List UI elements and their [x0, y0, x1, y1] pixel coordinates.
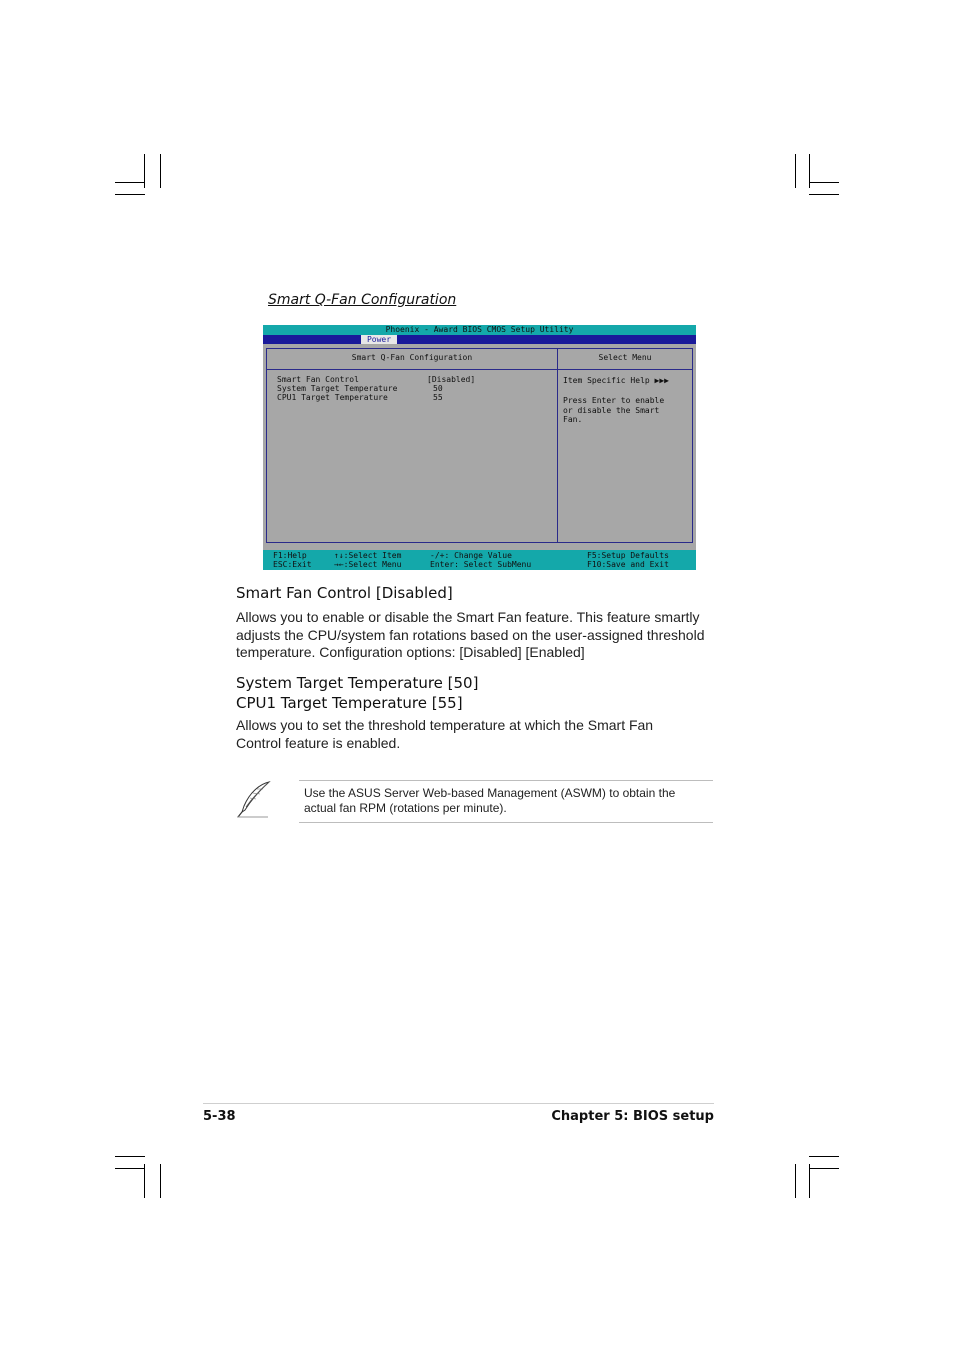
bios-item-label: CPU1 Target Temperature — [277, 393, 388, 402]
tab-power[interactable]: Power — [361, 335, 397, 344]
bios-item-value: 55 — [433, 393, 443, 402]
note-rule-top — [299, 780, 713, 781]
crop-mark — [115, 182, 145, 183]
crop-mark — [160, 154, 161, 188]
key-select-item: ↑↓:Select Item — [334, 551, 402, 560]
bios-divider — [557, 348, 558, 543]
crop-mark — [809, 1156, 839, 1157]
body-smart-fan-control: Allows you to enable or disable the Smart Fan feature. This feature smartly adjusts the CPU/system fan rotations based on the user-assigned threshold temperature. Configuration options: [Disabled] [Enabled] — [236, 609, 705, 660]
crop-mark — [115, 1168, 145, 1169]
body-target-temperature: Allows you to set the threshold temperature at which the Smart Fan Control feature is enabled. — [236, 717, 654, 751]
bios-item-label: Smart Fan Control — [277, 375, 359, 384]
bios-help-title — [563, 376, 669, 385]
key-select-submenu: Enter: Select SubMenu — [430, 560, 532, 569]
bios-item-smart-fan-control[interactable] — [277, 375, 475, 384]
note-rule-bottom — [299, 822, 713, 823]
bios-help-title-text: Item Specific Help — [563, 376, 650, 385]
bios-item-cpu1-target-temp[interactable] — [277, 393, 443, 402]
crop-mark — [160, 1164, 161, 1198]
crop-mark — [115, 194, 145, 195]
bios-help-text — [563, 396, 688, 425]
crop-mark — [809, 1168, 839, 1169]
key-select-menu: →←:Select Menu — [334, 560, 402, 569]
section-title: Smart Q-Fan Configuration — [268, 292, 457, 308]
bios-help-line: Fan. — [563, 415, 583, 424]
page-number: 5-38 — [203, 1109, 236, 1124]
bios-divider — [266, 369, 693, 370]
bios-panel-title: Smart Q-Fan Configuration — [351, 353, 473, 362]
heading-smart-fan-control: Smart Fan Control [Disabled] — [236, 584, 453, 602]
note-text: Use the ASUS Server Web-based Management (ASWM) to obtain the actual fan RPM (rotations per minute). — [304, 786, 676, 815]
crop-mark — [795, 154, 796, 188]
crop-mark — [809, 182, 839, 183]
bios-menu-bar — [263, 335, 696, 344]
bios-help-line: or disable the Smart — [563, 405, 660, 415]
crop-mark — [795, 1164, 796, 1198]
key-change-value: -/+: Change Value — [430, 551, 512, 560]
bios-help-line: Press Enter to enable — [563, 396, 665, 405]
bios-key-legend — [263, 550, 696, 570]
bios-help-header: Select Menu — [598, 353, 652, 362]
key-help: F1:Help — [273, 551, 307, 560]
footer-rule — [203, 1103, 714, 1104]
triple-arrow-icon: ▶▶▶ — [654, 376, 669, 385]
bios-screenshot — [263, 325, 696, 570]
crop-mark — [115, 1156, 145, 1157]
bios-item-label: System Target Temperature — [277, 384, 398, 393]
bios-item-system-target-temp[interactable] — [277, 384, 443, 393]
chapter-title: Chapter 5: BIOS setup — [551, 1109, 714, 1124]
bios-item-value: [Disabled] — [427, 375, 476, 384]
key-setup-defaults: F5:Setup Defaults — [587, 551, 669, 560]
heading-system-target-temp: System Target Temperature [50] — [236, 674, 479, 692]
crop-mark — [809, 194, 839, 195]
crop-mark — [144, 1164, 145, 1198]
feather-pen-icon — [236, 780, 272, 818]
crop-mark — [809, 1164, 810, 1198]
key-save-exit: F10:Save and Exit — [587, 560, 669, 569]
bios-title: Phoenix - Award BIOS CMOS Setup Utility — [385, 325, 574, 334]
bios-title-bar — [263, 325, 696, 335]
key-exit: ESC:Exit — [273, 560, 312, 569]
bios-item-value: 50 — [433, 384, 443, 393]
heading-cpu1-target-temp: CPU1 Target Temperature [55] — [236, 694, 463, 712]
